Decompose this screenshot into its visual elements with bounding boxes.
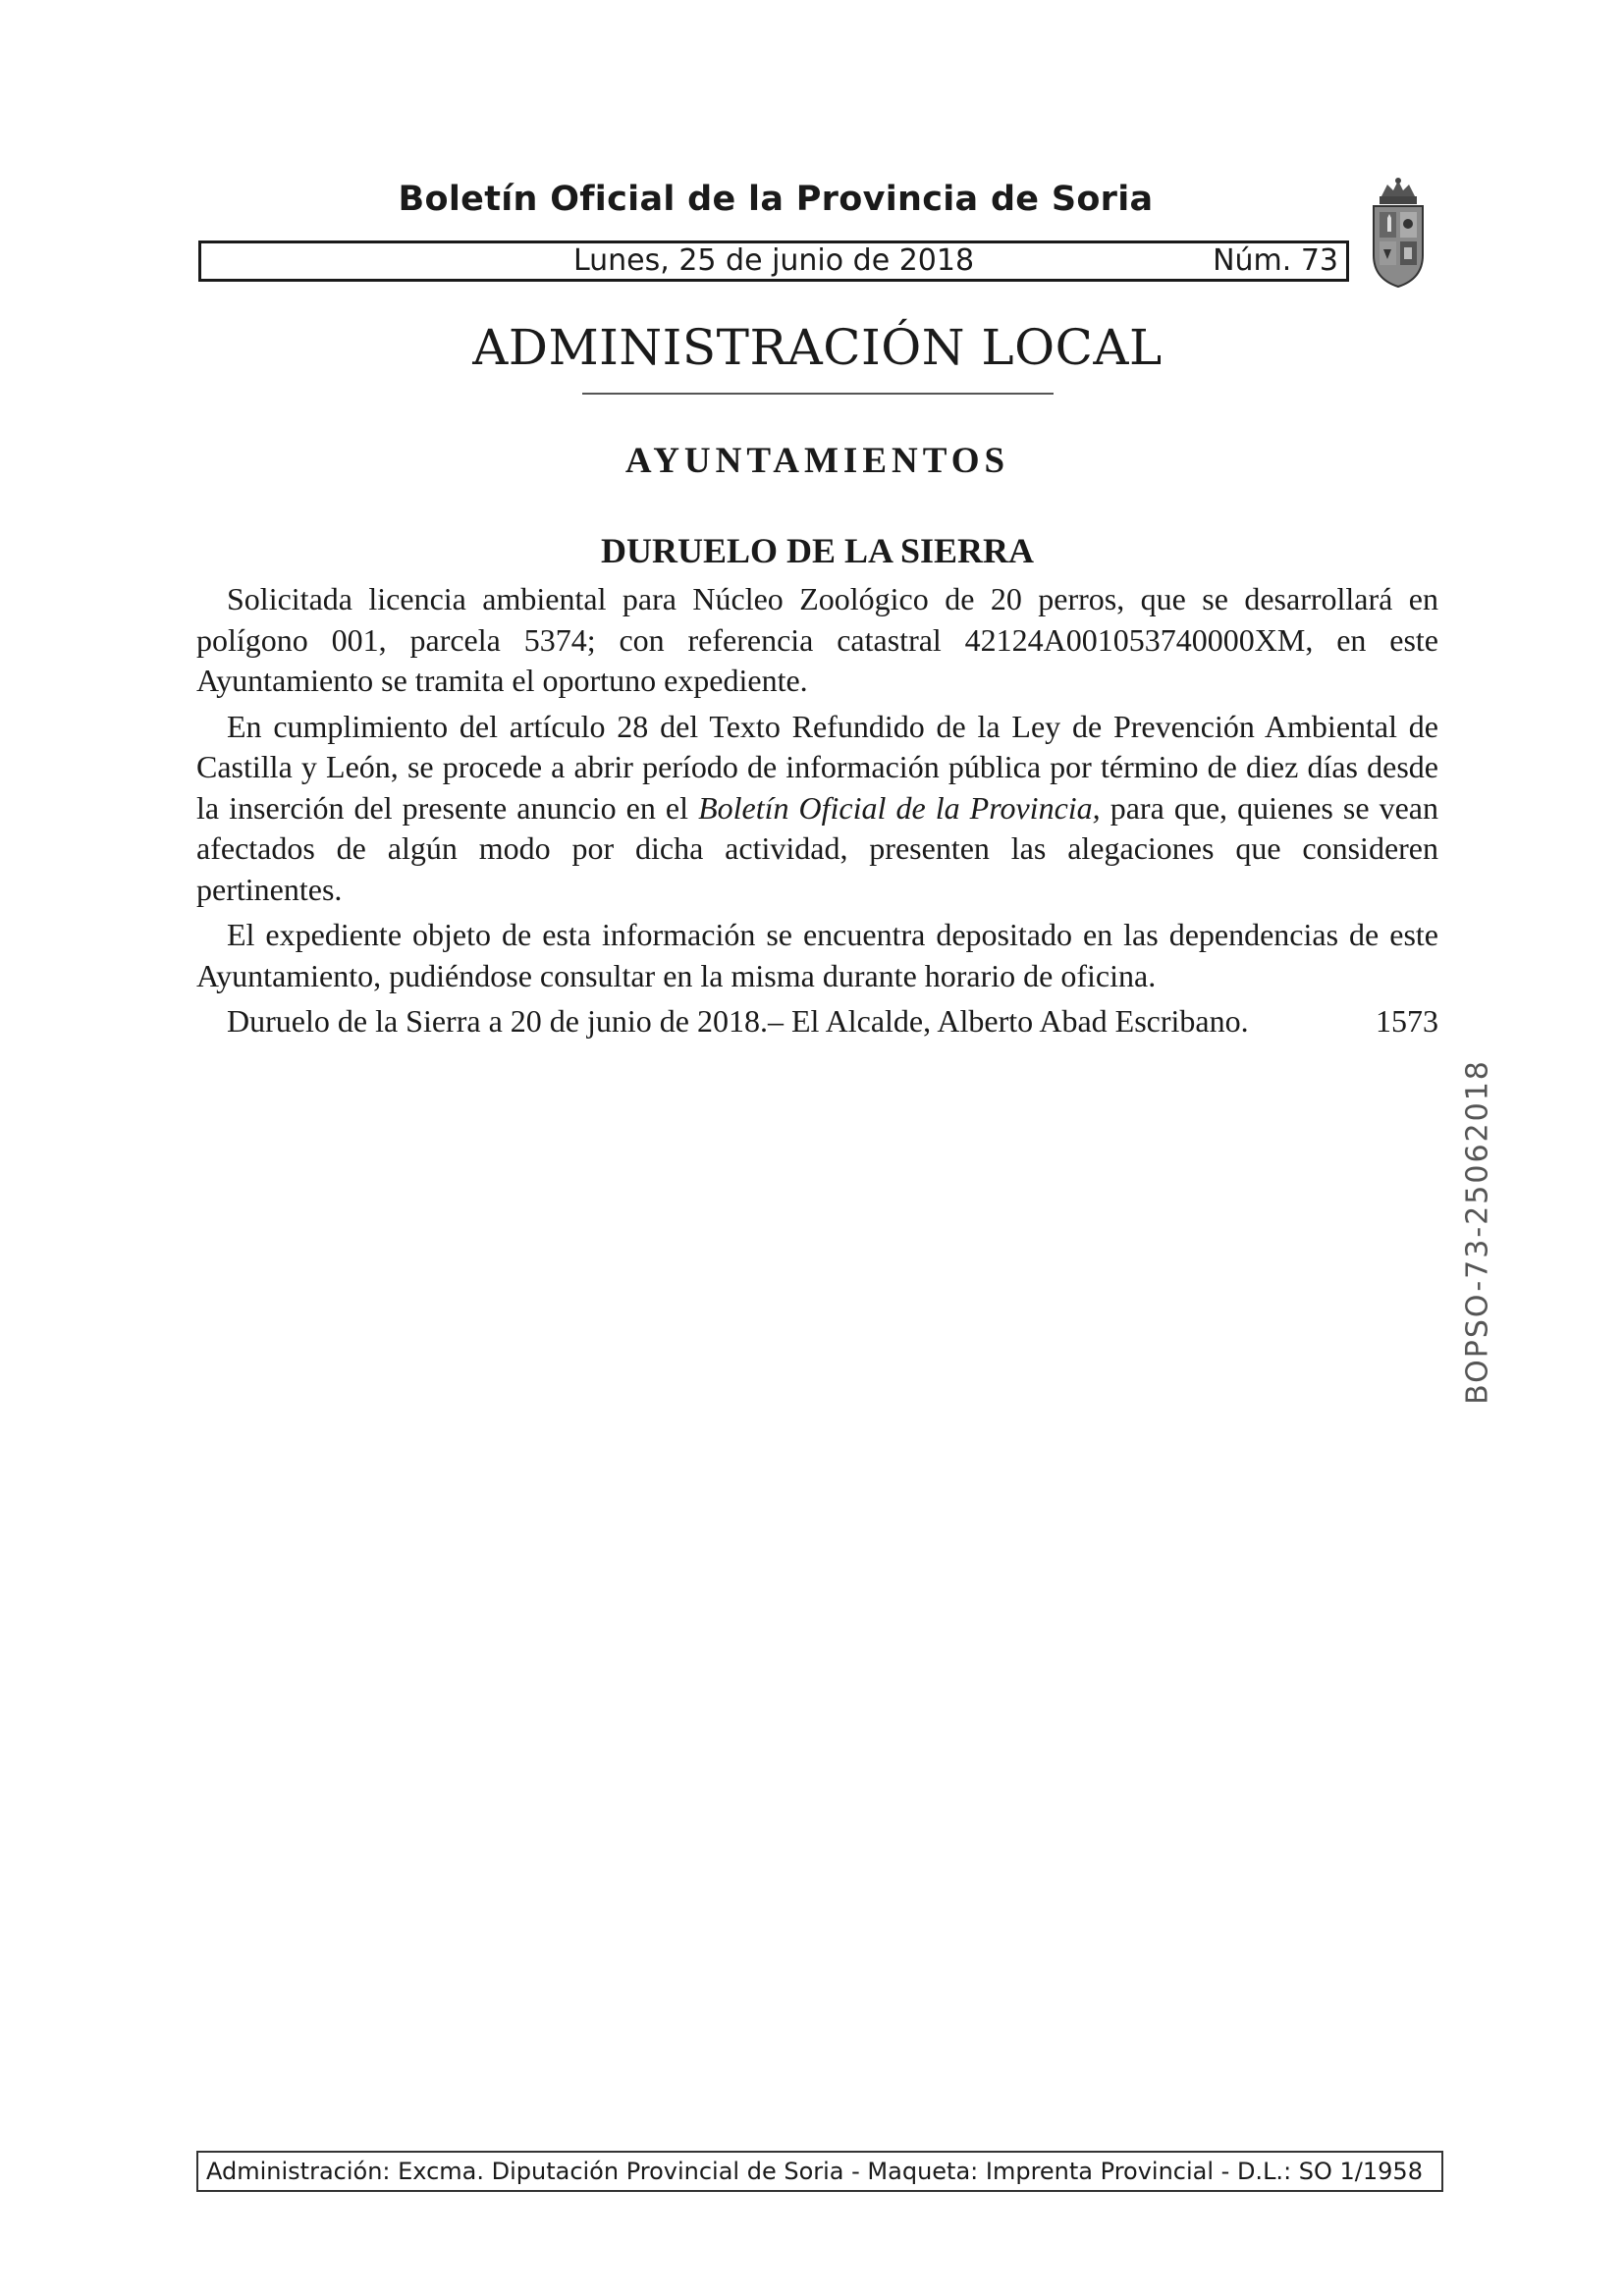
paragraph-1: Solicitada licencia ambiental para Núcleo Zoológico de 20 perros, que se desarrollará en polígono 001, parcela 5374; con referencia catastral 42124A001053740000XM, en este Ayuntamiento se tramita el oportuno expediente. — [196, 581, 1438, 698]
header-date: Lunes, 25 de junio de 2018 — [572, 243, 975, 278]
paragraph-3: El expediente objeto de esta información se encuentra depositado en las dependencias de este Ayuntamiento, pudiéndose consultar en la misma durante horario de oficina. — [196, 917, 1438, 993]
coat-of-arms-icon — [1368, 177, 1429, 291]
announcement-number: 1573 — [1376, 1003, 1438, 1039]
footer-box: Administración: Excma. Diputación Provincial de Soria - Maqueta: Imprenta Provincial - D.L.: SO 1/1958 — [196, 2151, 1443, 2192]
header-issue-number: Núm. 73 — [1213, 243, 1338, 278]
header-title: Boletín Oficial de la Provincia de Soria — [398, 180, 1154, 219]
side-code-text: BOPSO-73-25062018 — [1460, 1059, 1495, 1405]
signature: Duruelo de la Sierra a 20 de junio de 2018.– El Alcalde, Alberto Abad Escribano. — [227, 1003, 1249, 1039]
entity-title: DURUELO DE LA SIERRA — [600, 531, 1035, 570]
paragraph-2 — [196, 707, 1438, 911]
bulletin-reference: Boletín Oficial de la Provincia, — [698, 789, 1101, 826]
section-title: ADMINISTRACIÓN LOCAL — [472, 319, 1163, 376]
section-divider — [582, 393, 1054, 395]
paragraph-2-text-end: para que, quienes se vean afectados de algún modo por dicha actividad, presenten las alegaciones que consideren pertinentes. — [196, 789, 1439, 907]
announcement-body — [196, 579, 1438, 1047]
paragraph-2-text-start: En cumplimiento del artículo 28 del Texto Refundido de la Ley de Prevención Ambiental de Castilla y León, se procede a abrir período de información pública por término de diez días desde la inserción del presente anuncio en el — [196, 708, 1438, 826]
signature-line — [196, 1001, 1438, 1042]
subsection-title: AYUNTAMIENTOS — [624, 441, 1010, 481]
header-date-box — [198, 240, 1349, 282]
